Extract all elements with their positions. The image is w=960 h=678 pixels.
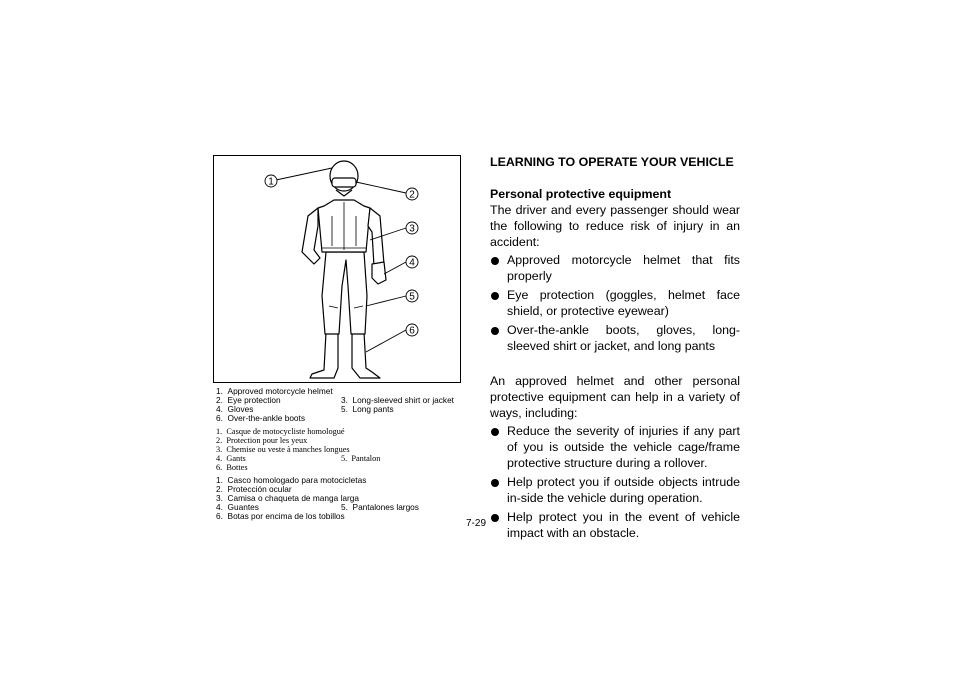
right-arm	[368, 208, 384, 266]
bullet-icon	[491, 292, 499, 300]
caption-row: 6. Botas por encima de los tobillos	[216, 511, 345, 521]
rider-illustration	[214, 156, 462, 384]
caption-row: 1. Approved motorcycle helmet	[216, 386, 333, 396]
bullet-icon	[491, 428, 499, 436]
callout-6-label: 6	[409, 325, 415, 337]
callout-1-label: 1	[268, 176, 274, 188]
main-text-column	[490, 154, 740, 544]
caption-row: 1. Casque de motocycliste homologué	[216, 427, 345, 436]
list-item: Eye protection (goggles, helmet face shield, or protective eyewear)	[490, 287, 740, 319]
caption-row: 1. Casco homologado para motocicletas	[216, 475, 367, 485]
benefits-paragraph: An approved helmet and other personal protective equipment can help in a variety of ways, including:	[490, 374, 740, 420]
caption-row: 2. Protection pour les yeux	[216, 436, 308, 445]
list-item: Help protect you in the event of vehicle impact with an obstacle.	[490, 509, 740, 541]
caption-row: 4. Gloves 5. Long pants	[216, 404, 394, 414]
goggles	[332, 178, 356, 187]
glove	[372, 262, 386, 284]
benefits-list	[490, 423, 740, 541]
caption-spanish	[216, 476, 466, 521]
intro-paragraph: The driver and every passenger should wear the following to reduce risk of injury in an accident:	[490, 203, 740, 249]
left-boot	[310, 332, 338, 378]
list-item: Reduce the severity of injuries if any part of you is outside the vehicle cage/frame protective structure during a rollover.	[490, 423, 740, 471]
figure-captions	[216, 387, 466, 525]
caption-row: 2. Eye protection 3. Long-sleeved shirt or jacket	[216, 395, 454, 405]
required-equipment-list	[490, 252, 740, 354]
left-arm	[302, 208, 320, 264]
callout-3-label: 3	[409, 223, 415, 235]
caption-french	[216, 427, 466, 472]
caption-row: 4. Gants 5. Pantalon	[216, 454, 381, 463]
pants	[322, 252, 367, 334]
callout-4-label: 4	[409, 257, 415, 269]
bullet-icon	[491, 514, 499, 522]
caption-row: 6. Over-the-ankle boots	[216, 413, 306, 423]
protective-gear-figure	[213, 155, 461, 383]
callout-2-label: 2	[409, 189, 415, 201]
page-number: 7-29	[466, 518, 487, 529]
caption-row: 6. Bottes	[216, 463, 248, 472]
list-item: Help protect you if outside objects intrude in-side the vehicle during operation.	[490, 474, 740, 506]
right-boot	[352, 332, 380, 378]
caption-row: 3. Chemise ou veste à manches longues	[216, 445, 350, 454]
bullet-icon	[491, 479, 499, 487]
list-item: Approved motorcycle helmet that fits properly	[490, 252, 740, 284]
subsection-title: Personal protective equipment	[490, 187, 672, 201]
section-title: LEARNING TO OPERATE YOUR VEHICLE	[490, 155, 734, 169]
caption-english	[216, 387, 466, 423]
callout-5-label: 5	[409, 291, 415, 303]
caption-row: 2. Protección ocular	[216, 484, 292, 494]
list-item: Over-the-ankle boots, gloves, long-sleeved shirt or jacket, and long pants	[490, 322, 740, 354]
caption-row: 3. Camisa o chaqueta de manga larga	[216, 493, 359, 503]
caption-row: 4. Guantes 5. Pantalones largos	[216, 502, 419, 512]
bullet-icon	[491, 257, 499, 265]
bullet-icon	[491, 327, 499, 335]
